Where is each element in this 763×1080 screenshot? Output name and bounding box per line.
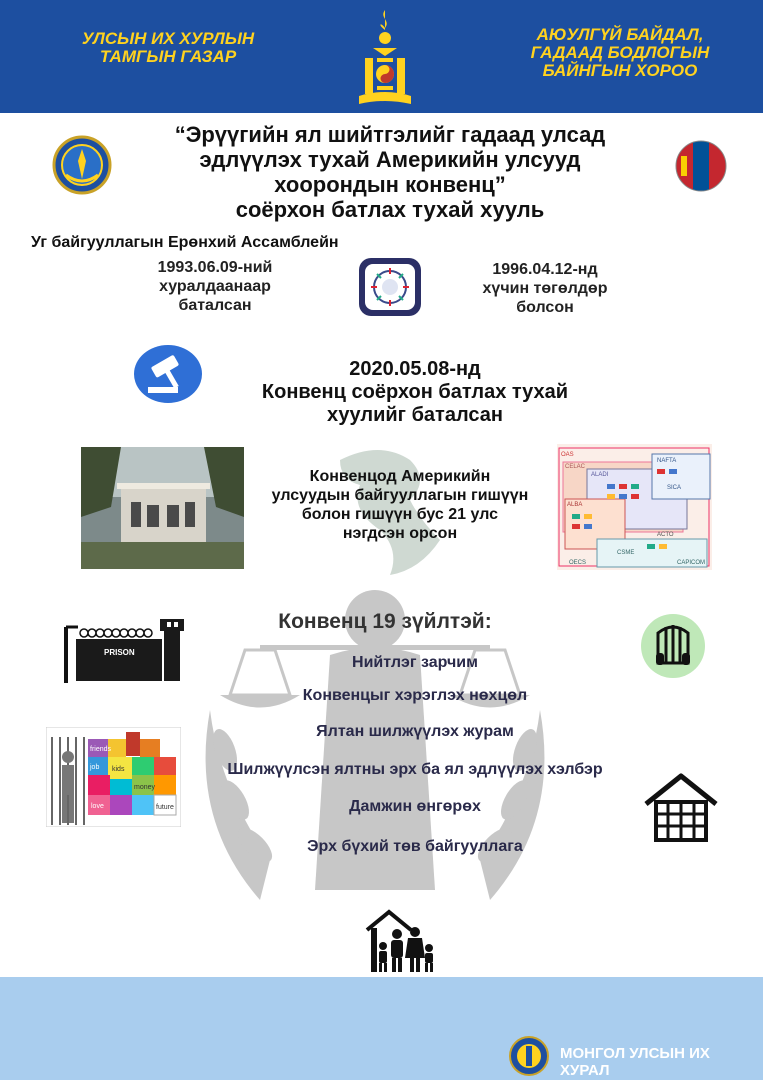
oas-logo-icon: [357, 256, 423, 318]
in-force-date-text: [460, 260, 630, 317]
adopted-line3: баталсан: [178, 297, 252, 314]
venn-label: OECS: [569, 560, 587, 566]
mongolian-flag-icon: [675, 140, 727, 192]
puzzle-word: kids: [112, 766, 125, 773]
header-banner: [0, 0, 763, 113]
venn-label: CAPICOM: [677, 560, 706, 566]
venn-label: OAS: [561, 452, 574, 458]
ratification-line3: хуулийг баталсан: [327, 404, 503, 426]
header-left-line2: ТАМГЫН ГАЗАР: [99, 47, 237, 66]
footer-title: МОНГОЛ УЛСЫН ИХ ХУРАЛ: [560, 1045, 710, 1079]
ratification-text: [200, 358, 630, 427]
adopted-line2: хуралдаанаар: [159, 278, 271, 295]
venn-label: ACTO: [657, 532, 674, 538]
soyombo-icon: [355, 8, 415, 108]
header-right-line3: БАЙНГЫН ХОРОО: [542, 61, 698, 80]
membership-line3: болон гишүүн бус 21 улс: [301, 506, 499, 523]
header-right-line2: ГАДААД БОДЛОГЫН: [530, 43, 710, 62]
assembly-text: Уг байгууллагын Ерөнхий Ассамблейн: [31, 234, 339, 251]
state-emblem-icon: [52, 135, 112, 195]
law-title-line3: хоорондын конвенц”: [274, 172, 506, 197]
jail-bars-icon: [640, 613, 706, 679]
force-line3: болсон: [516, 299, 574, 316]
article-item: Эрх бүхий төв байгууллага: [307, 838, 523, 855]
header-left-title: [68, 30, 268, 66]
venn-label: ALBA: [567, 502, 583, 508]
venn-label: ALADI: [591, 472, 609, 478]
building-photo: [81, 447, 244, 569]
gavel-icon: [133, 344, 203, 404]
law-title: [130, 122, 650, 222]
header-right-line1: АЮУЛГҮЙ БАЙДАЛ,: [536, 25, 704, 44]
puzzle-image: [46, 727, 181, 827]
puzzle-word: love: [91, 803, 104, 810]
header-left-line1: УЛСЫН ИХ ХУРЛЫН: [81, 29, 255, 48]
parliament-emblem-icon: [509, 1036, 549, 1076]
puzzle-word: job: [90, 764, 100, 771]
law-title-line4: соёрхон батлах тухай хууль: [235, 197, 545, 222]
header-right-title: [515, 26, 725, 80]
law-title-line1: “Эрүүгийн ял шийтгэлийг гадаад улсад: [174, 122, 606, 147]
family-home-icon: [363, 908, 435, 974]
puzzle-word: friends: [90, 746, 112, 753]
puzzle-word: future: [156, 804, 174, 811]
membership-line2: улсуудын байгууллагын гишүүн: [271, 487, 529, 504]
adopted-line1: 1993.06.09-ний: [157, 259, 273, 276]
article-item: Конвенцыг хэрэглэх нөхцөл: [302, 687, 528, 704]
ratification-line2: Конвенц соёрхон батлах тухай: [261, 381, 569, 403]
venn-label: SICA: [667, 485, 682, 491]
prison-label: PRISON: [104, 648, 135, 657]
ratification-line1: 2020.05.08-нд: [349, 358, 481, 380]
article-item: Шилжүүлсэн ялтны эрх ба ял эдлүүлэх хэлбэр: [227, 761, 603, 778]
prison-icon: [60, 617, 190, 685]
venn-label: CSME: [617, 550, 635, 556]
puzzle-word: money: [134, 784, 156, 791]
article-item: Дамжин өнгөрөх: [349, 798, 481, 815]
membership-line1: Конвенцод Америкийн: [309, 468, 491, 485]
house-bars-icon: [642, 770, 720, 842]
membership-text: [250, 467, 550, 543]
article-item: Ялтан шилжүүлэх журам: [316, 723, 514, 740]
article-item: Нийтлэг зарчим: [352, 654, 478, 671]
venn-label: CELAC: [565, 464, 586, 470]
articles-title: Конвенц 19 зүйлтэй:: [278, 610, 492, 633]
force-line1: 1996.04.12-нд: [492, 261, 598, 278]
membership-line4: нэгдсэн орсон: [342, 525, 458, 542]
law-title-line2: эдлүүлэх тухай Америкийн улсууд: [199, 147, 581, 172]
force-line2: хүчин төгөлдөр: [482, 280, 608, 297]
adopted-date-text: [130, 258, 300, 315]
venn-label: NAFTA: [657, 458, 677, 464]
venn-diagram: [557, 444, 712, 570]
